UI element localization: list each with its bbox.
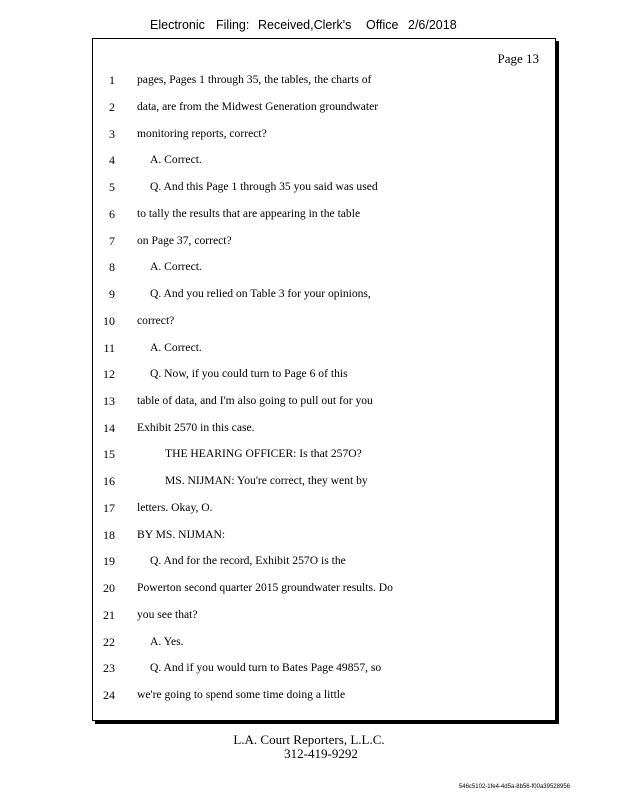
line-number: 10 [103,314,115,328]
line-text: Q. And if you would turn to Bates Page 49857, so [150,661,382,674]
transcript-line [93,204,555,224]
page-number: Page 13 [497,51,539,66]
transcript-line [93,97,555,117]
line-number: 4 [109,153,115,167]
line-text: data, are from the Midwest Generation groundwater [137,100,379,113]
filing-stamp-date: 2/6/2018 [408,18,457,32]
line-text: Q. Now, if you could turn to Page 6 of this [150,367,348,380]
line-text: Q. And you relied on Table 3 for your opinions, [150,287,371,300]
line-number: 9 [109,287,115,301]
line-text: table of data, and I'm also going to pull out for you [137,394,373,407]
document-id: 546c5102-1fe4-4d5a-8b56-f00a39528956 [458,784,570,790]
transcript-line [93,605,555,625]
transcript-page [92,38,556,721]
transcript-line [93,471,555,491]
line-text: monitoring reports, correct? [137,127,267,140]
line-number: 20 [103,581,115,595]
transcript-line [93,658,555,678]
line-number: 6 [109,207,115,221]
filing-stamp-word: Electronic [150,18,205,32]
filing-stamp-word: Filing: [216,18,250,32]
transcript-line [93,231,555,251]
transcript-line [93,498,555,518]
line-text: A. Correct. [150,341,202,354]
transcript-line [93,311,555,331]
line-number: 16 [103,474,115,488]
line-number: 13 [103,394,115,408]
transcript-line [93,444,555,464]
transcript-line [93,578,555,598]
line-number: 12 [103,367,115,381]
transcript-line [93,124,555,144]
line-text: on Page 37, correct? [137,234,232,247]
reporter-phone: 312-419-9292 [284,746,358,761]
line-text: A. Yes. [150,635,184,648]
line-text: to tally the results that are appearing in the table [137,207,361,220]
transcript-line [93,418,555,438]
line-text: Powerton second quarter 2015 groundwater results. Do [137,581,393,594]
line-text: correct? [137,314,175,327]
line-text: MS. NIJMAN: You're correct, they went by [165,474,368,487]
line-text: Exhibit 2570 in this case. [137,421,255,434]
line-number: 2 [109,100,115,114]
line-number: 19 [103,554,115,568]
reporter-company: L.A. Court Reporters, L.L.C. [233,732,385,747]
line-number: 15 [103,447,115,461]
transcript-line [93,150,555,170]
line-number: 22 [103,635,115,649]
line-text: pages, Pages 1 through 35, the tables, the charts of [137,73,372,86]
transcript-line [93,70,555,90]
reporter-footer [0,733,618,761]
line-text: letters. Okay, O. [137,501,213,514]
line-text: we're going to spend some time doing a little [137,688,346,701]
line-number: 8 [109,260,115,274]
line-text: THE HEARING OFFICER: Is that 257O? [165,447,362,460]
transcript-line [93,338,555,358]
transcript-line [93,257,555,277]
line-text: A. Correct. [150,153,202,166]
transcript-line [93,551,555,571]
transcript-line [93,177,555,197]
filing-stamp-header [150,18,470,38]
transcript-line [93,632,555,652]
line-number: 11 [103,341,115,355]
line-number: 14 [103,421,115,435]
line-text: A. Correct. [150,260,202,273]
line-text: Q. And for the record, Exhibit 257O is the [150,554,346,567]
line-number: 17 [103,501,115,515]
line-number: 1 [109,73,115,87]
line-number: 3 [109,127,115,141]
line-number: 23 [103,661,115,675]
line-text: BY MS. NIJMAN: [137,528,226,541]
filing-stamp-word: Received,Clerk's [258,18,352,32]
line-text: you see that? [137,608,198,621]
filing-stamp-word: Office [366,18,399,32]
line-number: 7 [109,234,115,248]
line-number: 21 [103,608,115,622]
transcript-line [93,284,555,304]
transcript-line [93,525,555,545]
line-number: 24 [103,688,115,702]
line-number: 18 [103,528,115,542]
transcript-line [93,364,555,384]
transcript-line [93,685,555,705]
line-text: Q. And this Page 1 through 35 you said was used [150,180,378,193]
transcript-line [93,391,555,411]
line-number: 5 [109,180,115,194]
